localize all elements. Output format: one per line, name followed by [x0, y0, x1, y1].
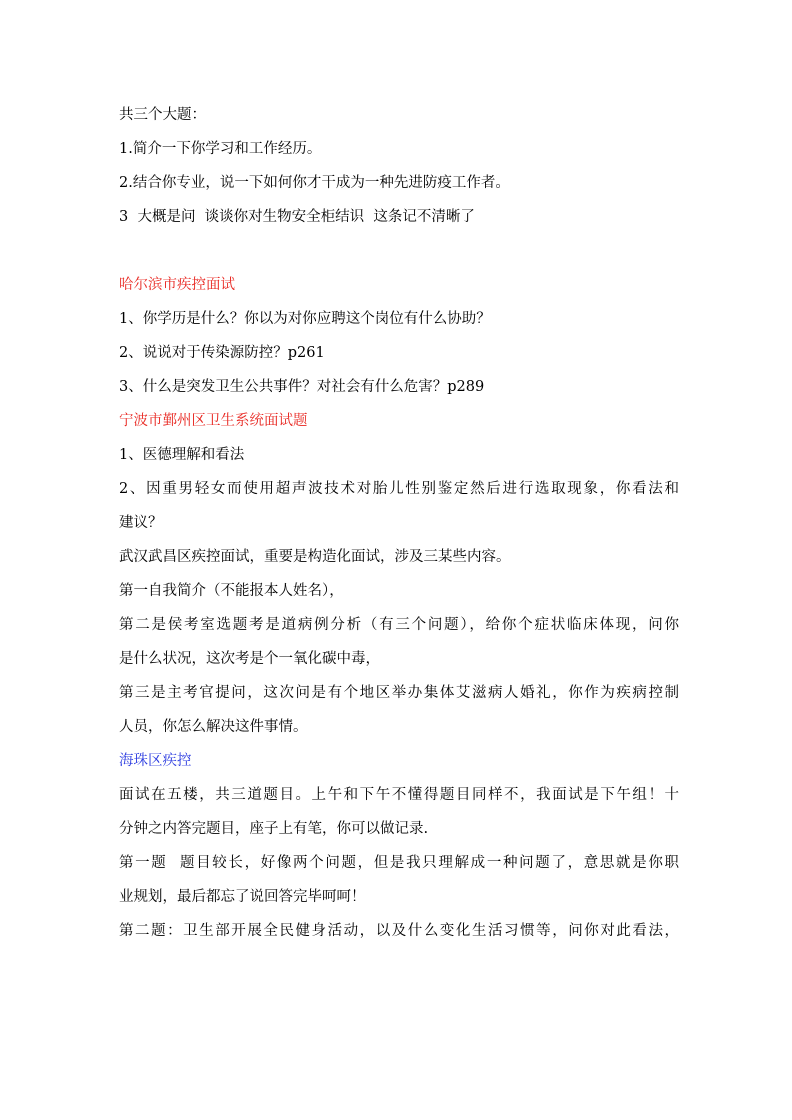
section3-question-1: 1、医德理解和看法 — [119, 447, 245, 463]
section1-question-3: 3 大概是问 谈谈你对生物安全柜结识 这条记不清晰了 — [119, 209, 475, 225]
section1-intro: 共三个大题： — [119, 107, 206, 123]
section1-question-2: 2.结合你专业，说一下如何你才干成为一种先进防疫工作者。 — [119, 175, 510, 191]
section2-heading: 哈尔滨市疾控面试 — [119, 277, 235, 293]
section5-paragraph-2-line-2: 业规划，最后都忘了说回答完毕呵呵！ — [119, 889, 366, 905]
blank-line — [119, 238, 679, 272]
section1-question-1: 1.简介一下你学习和工作经历。 — [119, 141, 322, 157]
section4-paragraph-3-line-1: 第二是侯考室选题考是道病例分析（有三个问题），给你个症状临床体现，问你 — [119, 617, 679, 633]
section2-question-1: 1、你学历是什么？你以为对你应聘这个岗位有什么协助？ — [119, 311, 491, 327]
section4-paragraph-4-line-2: 人员，你怎么解决这件事情。 — [119, 719, 308, 735]
section3-question-2-line-2: 建议？ — [119, 515, 163, 531]
section5-heading: 海珠区疾控 — [119, 753, 192, 769]
document-body — [119, 102, 679, 952]
section4-paragraph-2: 第一自我简介（不能报本人姓名）， — [119, 583, 344, 599]
section5-paragraph-1-line-1: 面试在五楼，共三道题目。上午和下午不懂得题目同样不，我面试是下午组！十 — [119, 787, 679, 803]
section5-paragraph-1-line-2: 分钟之内答完题目，座子上有笔，你可以做记录. — [119, 821, 429, 837]
section3-heading: 宁波市鄞州区卫生系统面试题 — [119, 413, 308, 429]
section2-question-2: 2、说说对于传染源防控？p261 — [119, 345, 325, 361]
section5-paragraph-2-line-1: 第一题 题目较长，好像两个问题，但是我只理解成一种问题了，意思就是你职 — [119, 855, 679, 871]
section4-paragraph-1: 武汉武昌区疾控面试，重要是构造化面试，涉及三某些内容。 — [119, 549, 511, 565]
section2-question-3: 3、什么是突发卫生公共事件？对社会有什么危害？p289 — [119, 379, 485, 395]
section4-paragraph-4-line-1: 第三是主考官提问，这次问是有个地区举办集体艾滋病人婚礼，你作为疾病控制 — [119, 685, 679, 701]
section5-paragraph-3-line-1: 第二题：卫生部开展全民健身活动，以及什么变化生活习惯等，问你对此看法， — [119, 923, 679, 939]
section4-paragraph-3-line-2: 是什么状况，这次考是个一氧化碳中毒， — [119, 651, 380, 667]
section3-question-2-line-1: 2、因重男轻女而使用超声波技术对胎儿性别鉴定然后进行选取现象，你看法和 — [119, 481, 679, 497]
